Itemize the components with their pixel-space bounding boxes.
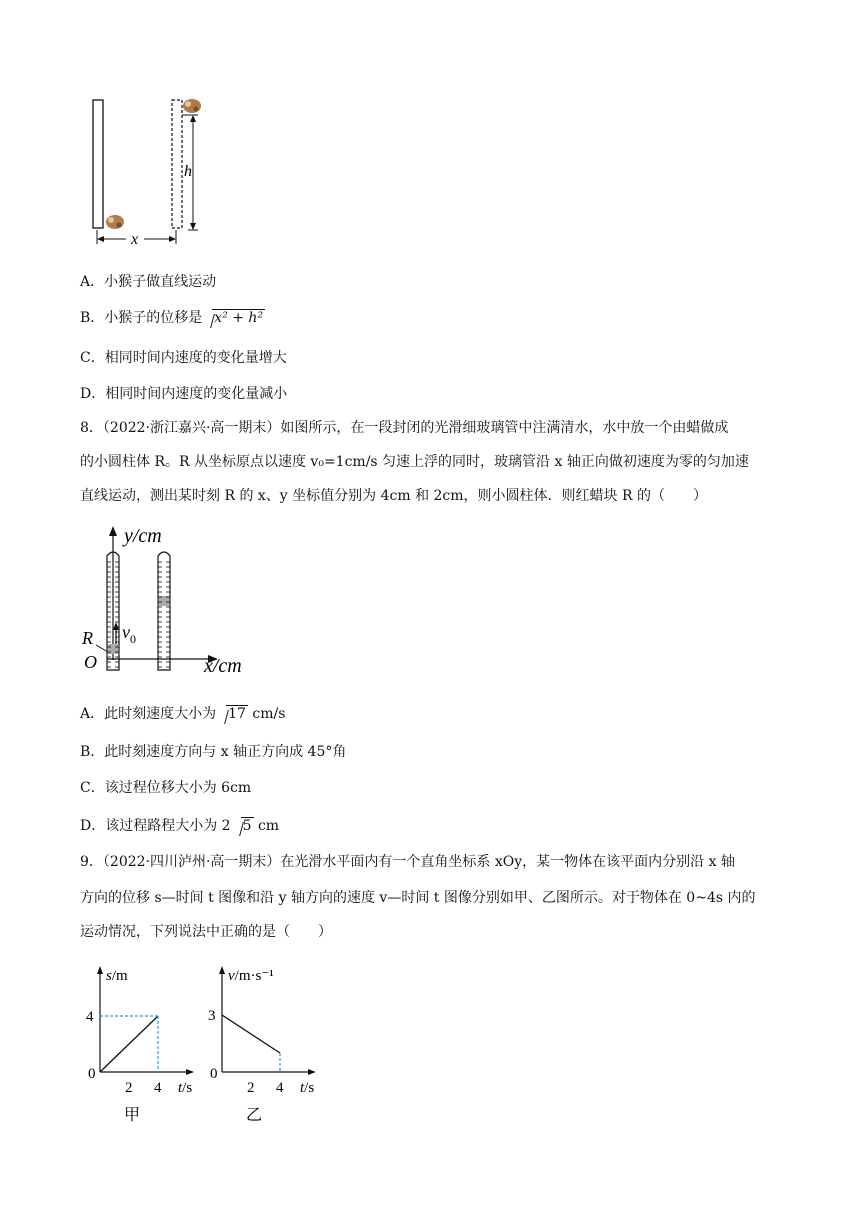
x-axis-label: t/s bbox=[178, 1080, 193, 1096]
x-tick-label: 2 bbox=[247, 1080, 255, 1096]
x-tick-label: 2 bbox=[125, 1080, 133, 1096]
q7-option-b: B．小猴子的位移是 x² + h² bbox=[80, 310, 264, 326]
q8-option-a: A．此时刻速度大小为 17 cm/s bbox=[80, 706, 286, 722]
monkey-pole-figure bbox=[84, 90, 214, 250]
chart-caption: 甲 bbox=[124, 1107, 141, 1124]
monkey-top-icon bbox=[183, 99, 201, 113]
q7-option-a: A．小猴子做直线运动 bbox=[80, 274, 217, 290]
origin-label: 0 bbox=[210, 1066, 218, 1082]
y-tick-label: 4 bbox=[86, 1009, 94, 1025]
q9-stem-line-2: 方向的位移 s—时间 t 图像和沿 y 轴方向的速度 v—时间 t 图像分别如甲、乙图所示。对于物体在 0~4s 内的 bbox=[80, 890, 756, 906]
monkey-bottom-icon bbox=[106, 215, 124, 229]
q8-stem-line-2: 的小圆柱体 R。R 从坐标原点以速度 v₀=1cm/s 匀速上浮的同时，玻璃管沿 x 轴正向做初速度为零的匀加速 bbox=[80, 454, 749, 470]
q9-stem-line-1: 9．（2022·四川泸州·高一期末）在光滑水平面内有一个直角坐标系 xOy，某一物体在该平面内分别沿 x 轴 bbox=[80, 854, 735, 870]
label-x: x bbox=[131, 231, 139, 248]
q7-option-c: C．相同时间内速度的变化量增大 bbox=[80, 350, 287, 366]
q8-stem-line-3: 直线运动，测出某时刻 R 的 x、y 坐标值分别为 4cm 和 2cm，则小圆柱体．则红蜡块 R 的（ ） bbox=[80, 488, 707, 504]
y-axis-label: s/m bbox=[106, 968, 128, 984]
q8-option-b: B．此时刻速度方向与 x 轴正方向成 45°角 bbox=[80, 744, 347, 760]
y-axis-label: v/m·s⁻¹ bbox=[228, 968, 274, 984]
label-h: h bbox=[184, 163, 192, 180]
x-axis-arrow bbox=[186, 1069, 194, 1075]
glass-tube-figure bbox=[80, 520, 270, 680]
origin-label: O bbox=[84, 652, 97, 672]
r-label: R bbox=[82, 628, 93, 648]
y-axis-arrow bbox=[97, 966, 103, 974]
pole-solid bbox=[93, 100, 103, 228]
sqrt-5: 5 bbox=[231, 816, 254, 836]
y-axis-label: y/cm bbox=[124, 525, 162, 547]
chart-jia-s-t bbox=[80, 955, 210, 1125]
q8-option-d: D．该过程路程大小为 2 5 cm bbox=[80, 818, 280, 834]
chart-yi-v-t bbox=[198, 955, 338, 1125]
x-tick-label: 4 bbox=[276, 1080, 284, 1096]
sqrt-expression: x² + h² bbox=[202, 308, 265, 328]
data-line bbox=[100, 1016, 158, 1072]
q8-stem-line-1: 8．（2022·浙江嘉兴·高一期末）如图所示，在一段封闭的光滑细玻璃管中注满清水，水中放一个由蜡做成 bbox=[80, 420, 729, 436]
y-axis-arrow bbox=[219, 966, 225, 974]
v0-label: $v_0$ bbox=[122, 622, 136, 646]
q7-option-d: D．相同时间内速度的变化量减小 bbox=[80, 386, 288, 402]
q8-option-c: C．该过程位移大小为 6cm bbox=[80, 780, 252, 796]
data-line bbox=[222, 1015, 280, 1053]
sqrt-17: 17 bbox=[216, 704, 248, 724]
chart-caption: 乙 bbox=[246, 1107, 263, 1124]
x-tick-label: 4 bbox=[154, 1080, 162, 1096]
q9-stem-line-3: 运动情况，下列说法中正确的是（ ） bbox=[80, 924, 332, 940]
x-axis-label: t/s bbox=[300, 1080, 315, 1096]
y-tick-label: 3 bbox=[208, 1008, 216, 1024]
x-axis-label: x/cm bbox=[204, 655, 242, 677]
x-axis-arrow bbox=[308, 1069, 316, 1075]
pole-dashed bbox=[172, 100, 182, 228]
origin-label: 0 bbox=[88, 1066, 96, 1082]
